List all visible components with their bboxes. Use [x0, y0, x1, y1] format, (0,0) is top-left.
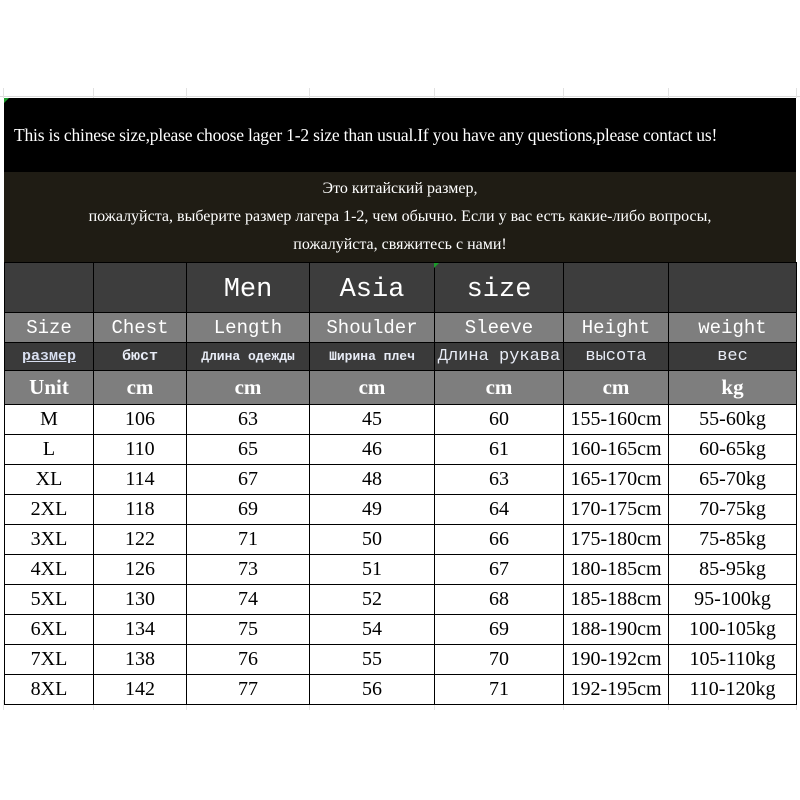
table-cell[interactable]: 67: [187, 465, 310, 495]
unit-cell[interactable]: cm: [564, 371, 669, 405]
notice-russian-line: пожалуйста, выберите размер лагера 1-2, чем обычно. Если у вас есть какие-либо вопросы,: [88, 208, 712, 225]
table-cell[interactable]: 60-65kg: [669, 435, 797, 465]
cell-comment-marker-icon: [4, 98, 9, 103]
size-chart: [4, 98, 796, 705]
table-cell[interactable]: 122: [94, 525, 187, 555]
table-cell[interactable]: 180-185cm: [564, 555, 669, 585]
table-row: [5, 645, 797, 675]
unit-cell[interactable]: cm: [94, 371, 187, 405]
column-header-ru-height[interactable]: высота: [564, 343, 669, 371]
unit-cell[interactable]: cm: [435, 371, 564, 405]
size-cell[interactable]: L: [5, 435, 94, 465]
table-row: [5, 585, 797, 615]
table-cell[interactable]: 70: [435, 645, 564, 675]
size-ru-link[interactable]: размер: [21, 348, 76, 365]
unit-row: [5, 371, 797, 405]
table-cell[interactable]: 138: [94, 645, 187, 675]
column-header-height[interactable]: Height: [564, 313, 669, 343]
grid-line: [796, 88, 797, 98]
table-cell[interactable]: 60: [435, 405, 564, 435]
size-cell[interactable]: 8XL: [5, 675, 94, 705]
size-cell[interactable]: 7XL: [5, 645, 94, 675]
table-cell[interactable]: 51: [310, 555, 435, 585]
column-header-russian-row: [5, 343, 797, 371]
table-cell[interactable]: 74: [187, 585, 310, 615]
table-row: [5, 405, 797, 435]
column-header-sleeve[interactable]: Sleeve: [435, 313, 564, 343]
table-cell[interactable]: 126: [94, 555, 187, 585]
table-cell[interactable]: 155-160cm: [564, 405, 669, 435]
table-cell[interactable]: 55: [310, 645, 435, 675]
table-cell[interactable]: 106: [94, 405, 187, 435]
unit-cell[interactable]: cm: [187, 371, 310, 405]
grid-line: [186, 88, 187, 98]
table-cell[interactable]: 64: [435, 495, 564, 525]
grid-line: [3, 88, 4, 98]
table-cell[interactable]: 190-192cm: [564, 645, 669, 675]
table-cell[interactable]: 75-85kg: [669, 525, 797, 555]
table-cell[interactable]: 85-95kg: [669, 555, 797, 585]
title-cell[interactable]: Men: [187, 263, 310, 313]
notice-english-text: This is chinese size,please choose lager 1-2 size than usual.If you have any questions,please contact us!: [14, 124, 718, 145]
table-cell[interactable]: 66: [435, 525, 564, 555]
grid-line: [93, 88, 94, 98]
table-cell[interactable]: 67: [435, 555, 564, 585]
table-cell[interactable]: 68: [435, 585, 564, 615]
column-header-weight[interactable]: weight: [669, 313, 797, 343]
table-cell[interactable]: 45: [310, 405, 435, 435]
table-cell[interactable]: 165-170cm: [564, 465, 669, 495]
table-cell[interactable]: 188-190cm: [564, 615, 669, 645]
notice-russian-line: пожалуйста, свяжитесь с нами!: [293, 236, 507, 253]
column-header-chest[interactable]: Chest: [94, 313, 187, 343]
table-cell[interactable]: 55-60kg: [669, 405, 797, 435]
table-cell[interactable]: 170-175cm: [564, 495, 669, 525]
column-header-ru-chest[interactable]: бюст: [94, 343, 187, 371]
table-cell[interactable]: 114: [94, 465, 187, 495]
table-cell[interactable]: 54: [310, 615, 435, 645]
table-row: [5, 495, 797, 525]
column-header-size[interactable]: Size: [5, 313, 94, 343]
title-cell[interactable]: size: [435, 263, 564, 313]
grid-line: [309, 88, 310, 98]
table-cell[interactable]: 77: [187, 675, 310, 705]
table-cell[interactable]: 46: [310, 435, 435, 465]
grid-line: [0, 96, 800, 97]
table-row: [5, 555, 797, 585]
grid-line: [668, 88, 669, 98]
size-table-body: [5, 405, 797, 705]
table-cell[interactable]: 105-110kg: [669, 645, 797, 675]
table-cell[interactable]: 69: [187, 495, 310, 525]
title-cell[interactable]: [669, 263, 797, 313]
table-cell[interactable]: 65: [187, 435, 310, 465]
title-cell[interactable]: [5, 263, 94, 313]
grid-line: [434, 88, 435, 98]
table-row: [5, 615, 797, 645]
table-cell[interactable]: 63: [435, 465, 564, 495]
table-cell[interactable]: 175-180cm: [564, 525, 669, 555]
size-cell[interactable]: 4XL: [5, 555, 94, 585]
column-header-ru-shoulder[interactable]: Ширина плеч: [310, 343, 435, 371]
notice-russian-line: Это китайский размер,: [322, 180, 478, 197]
table-cell[interactable]: 100-105kg: [669, 615, 797, 645]
table-cell[interactable]: 48: [310, 465, 435, 495]
table-cell[interactable]: 130: [94, 585, 187, 615]
size-cell[interactable]: 6XL: [5, 615, 94, 645]
column-header-row: [5, 313, 797, 343]
column-header-length[interactable]: Length: [187, 313, 310, 343]
table-cell[interactable]: 134: [94, 615, 187, 645]
column-header-ru-sleeve[interactable]: Длина рукава: [435, 343, 564, 371]
title-cell[interactable]: [564, 263, 669, 313]
table-cell[interactable]: 56: [310, 675, 435, 705]
table-cell[interactable]: 76: [187, 645, 310, 675]
table-cell[interactable]: 142: [94, 675, 187, 705]
table-cell[interactable]: 63: [187, 405, 310, 435]
table-cell[interactable]: 118: [94, 495, 187, 525]
table-cell[interactable]: 192-195cm: [564, 675, 669, 705]
table-cell[interactable]: 52: [310, 585, 435, 615]
table-cell[interactable]: 69: [435, 615, 564, 645]
column-header-shoulder[interactable]: Shoulder: [310, 313, 435, 343]
unit-cell[interactable]: cm: [310, 371, 435, 405]
table-cell[interactable]: 160-165cm: [564, 435, 669, 465]
table-cell[interactable]: 75: [187, 615, 310, 645]
table-cell[interactable]: 185-188cm: [564, 585, 669, 615]
table-cell[interactable]: 49: [310, 495, 435, 525]
column-header-ru-length[interactable]: Длина одежды: [187, 343, 310, 371]
title-cell[interactable]: Asia: [310, 263, 435, 313]
table-title-row: [5, 263, 797, 313]
table-cell[interactable]: 110: [94, 435, 187, 465]
unit-cell[interactable]: Unit: [5, 371, 94, 405]
size-cell[interactable]: 2XL: [5, 495, 94, 525]
table-cell[interactable]: 73: [187, 555, 310, 585]
size-cell[interactable]: 3XL: [5, 525, 94, 555]
table-cell[interactable]: 50: [310, 525, 435, 555]
table-cell[interactable]: 110-120kg: [669, 675, 797, 705]
table-cell[interactable]: 65-70kg: [669, 465, 797, 495]
table-cell[interactable]: 95-100kg: [669, 585, 797, 615]
table-cell[interactable]: 70-75kg: [669, 495, 797, 525]
size-table: [4, 262, 797, 705]
table-row: [5, 435, 797, 465]
table-cell[interactable]: 71: [187, 525, 310, 555]
notice-english[interactable]: [4, 98, 796, 172]
grid-line: [563, 88, 564, 98]
table-cell[interactable]: 71: [435, 675, 564, 705]
size-cell[interactable]: XL: [5, 465, 94, 495]
table-row: [5, 675, 797, 705]
table-row: [5, 465, 797, 495]
column-header-ru-size[interactable]: [5, 343, 94, 371]
cell-comment-marker-icon: [434, 263, 439, 268]
unit-cell[interactable]: kg: [669, 371, 797, 405]
title-cell[interactable]: [94, 263, 187, 313]
size-cell[interactable]: 5XL: [5, 585, 94, 615]
table-cell[interactable]: 61: [435, 435, 564, 465]
column-header-ru-weight[interactable]: вес: [669, 343, 797, 371]
notice-russian[interactable]: [4, 172, 796, 262]
size-cell[interactable]: M: [5, 405, 94, 435]
table-row: [5, 525, 797, 555]
